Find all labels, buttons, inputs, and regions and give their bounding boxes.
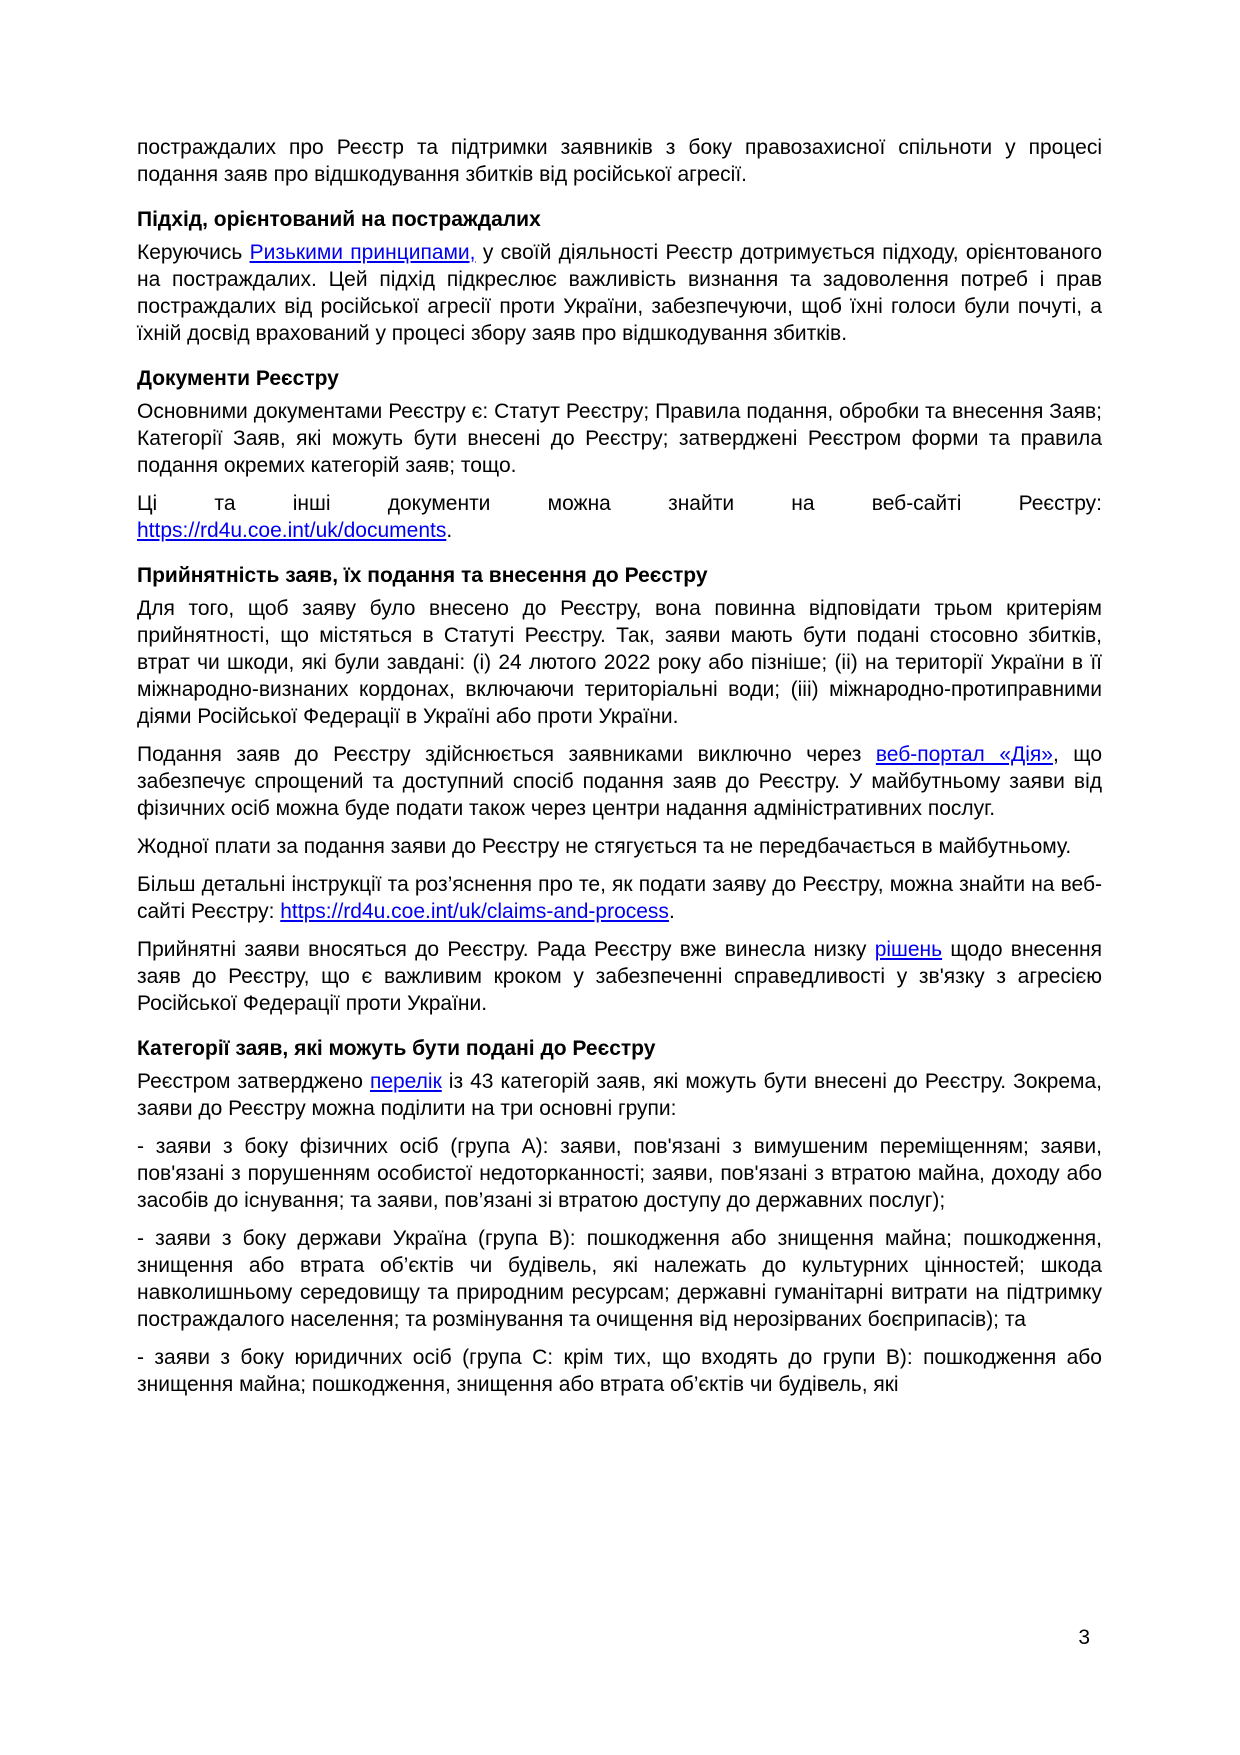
text-run: , що забезпечує спрощений та доступний спосіб подання заяв до Реєстру. У майбутньому заяви від фізичних осіб можна буде подати також через центри надання адміністративних послуг.: [137, 743, 1102, 820]
text-run: у своїй діяльності Реєстр дотримується підходу, орієнтованого на постраждалих. Цей підхід підкреслює важливість визнання та задоволення потреб і прав постраждалих від російської агресії проти України, забезпечуючи, щоб їхні голоси були почуті, а їхній досвід врахований у процесі збору заяв про відшкодування збитків.: [137, 241, 1103, 345]
text-run: Прийнятність заяв, їх подання та внесення до Реєстру: [137, 564, 708, 587]
document-body: [137, 134, 1102, 1409]
hyperlink[interactable]: https://rd4u.coe.int/uk/claims-and-process: [280, 900, 669, 923]
text-run: Основними документами Реєстру є: Статут Реєстру; Правила подання, обробки та внесення Заяв; Категорії Заяв, які можуть бути внесені до Реєстру; затверджені Реєстром форми та правила подання окремих категорій заяв; тощо.: [137, 400, 1102, 477]
text-run: Для того, щоб заяву було внесено до Реєстру, вона повинна відповідати трьом критеріям прийнятності, що містяться в Статуті Реєстру. Так, заяви мають бути подані стосовно збитків, втрат чи шкоди, які були завдані: (і) 24 лютого 2022 року або пізніше; (іі) на території України в її міжнародно-визнаних кордонах, включаючи територіальні води; (ііі) міжнародно-протиправними діями Російської Федерації в Україні або проти України.: [137, 597, 1102, 728]
paragraph: [137, 134, 1102, 188]
text-run: Більш детальні інструкції та роз’яснення про те, як подати заяву до Реєстру, можна знайти на веб-сайті Реєстру:: [137, 873, 1102, 923]
hyperlink[interactable]: https://rd4u.coe.int/uk/documents: [137, 519, 447, 542]
paragraph: [137, 1344, 1102, 1398]
text-run: - заяви з боку юридичних осіб (група С: крім тих, що входять до групи В): пошкодження або знищення майна; пошкодження, знищення або втрата об’єктів чи будівель, які: [137, 1346, 1102, 1396]
section-heading: [137, 1035, 1102, 1062]
text-line: [137, 490, 1102, 517]
text-run: .: [668, 900, 675, 923]
paragraph: [137, 239, 1102, 347]
paragraph: [137, 490, 1102, 544]
page-number: 3: [1078, 1626, 1090, 1649]
paragraph: [137, 871, 1102, 925]
text-run: Реєстром затверджено: [137, 1070, 370, 1093]
text-run: із 43 категорій заяв, які можуть бути внесені до Реєстру. Зокрема, заяви до Реєстру можна поділити на три основні групи:: [137, 1070, 1102, 1120]
text-run: Категорії заяв, які можуть бути подані до Реєстру: [137, 1037, 656, 1060]
paragraph: [137, 1133, 1102, 1214]
hyperlink[interactable]: перелік: [369, 1070, 442, 1093]
hyperlink[interactable]: веб-портал «Дія»: [875, 743, 1053, 766]
text-run: щодо внесення заяв до Реєстру, що є важливим кроком у забезпеченні справедливості у зв'язку з агресією Російської Федерації проти України.: [137, 938, 1102, 1015]
text-run: Документи Реєстру: [137, 367, 339, 390]
paragraph: [137, 1225, 1102, 1333]
paragraph: [137, 595, 1102, 730]
section-heading: [137, 562, 1102, 589]
text-run: постраждалих про Реєстр та підтримки заявників з боку правозахисної спільноти у процесі подання заяв про відшкодування збитків від російської агресії.: [137, 136, 1102, 186]
hyperlink[interactable]: Ризькими принципами,: [249, 241, 476, 264]
paragraph: [137, 1068, 1102, 1122]
paragraph: [137, 398, 1102, 479]
text-run: Керуючись: [137, 241, 250, 264]
text-run: Подання заяв до Реєстру здійснюється заявниками виключно через: [137, 743, 876, 766]
text-run: .: [446, 519, 453, 542]
text-run: Підхід, орієнтований на постраждалих: [137, 208, 541, 231]
text-run: Ці та інші документи можна знайти на веб-сайті Реєстру:: [137, 492, 1102, 515]
text-run: Прийнятні заяви вносяться до Реєстру. Рада Реєстру вже винесла низку: [137, 938, 875, 961]
hyperlink[interactable]: рішень: [874, 938, 943, 961]
section-heading: [137, 206, 1102, 233]
section-heading: [137, 365, 1102, 392]
paragraph: [137, 936, 1102, 1017]
text-run: - заяви з боку фізичних осіб (група А): заяви, пов'язані з вимушеним переміщенням; заяви, пов'язані з порушенням особистої недоторканності; заяви, пов'язані з втратою майна, доходу або засобів до існування; та заяви, пов’язані зі втратою доступу до державних послуг);: [137, 1135, 1102, 1212]
paragraph: [137, 741, 1102, 822]
text-run: Жодної плати за подання заяви до Реєстру не стягується та не передбачається в майбутньому.: [137, 835, 1072, 858]
text-run: - заяви з боку держави Україна (група В): пошкодження або знищення майна; пошкодження, знищення або втрата об’єктів чи будівель, які належать до культурних цінностей; шкода навколишньому середовищу та природним ресурсам; державні гуманітарні витрати на підтримку постраждалого населення; та розмінування та очищення від нерозірваних боєприпасів); та: [137, 1227, 1102, 1331]
text-line: [137, 517, 1102, 544]
paragraph: [137, 833, 1102, 860]
